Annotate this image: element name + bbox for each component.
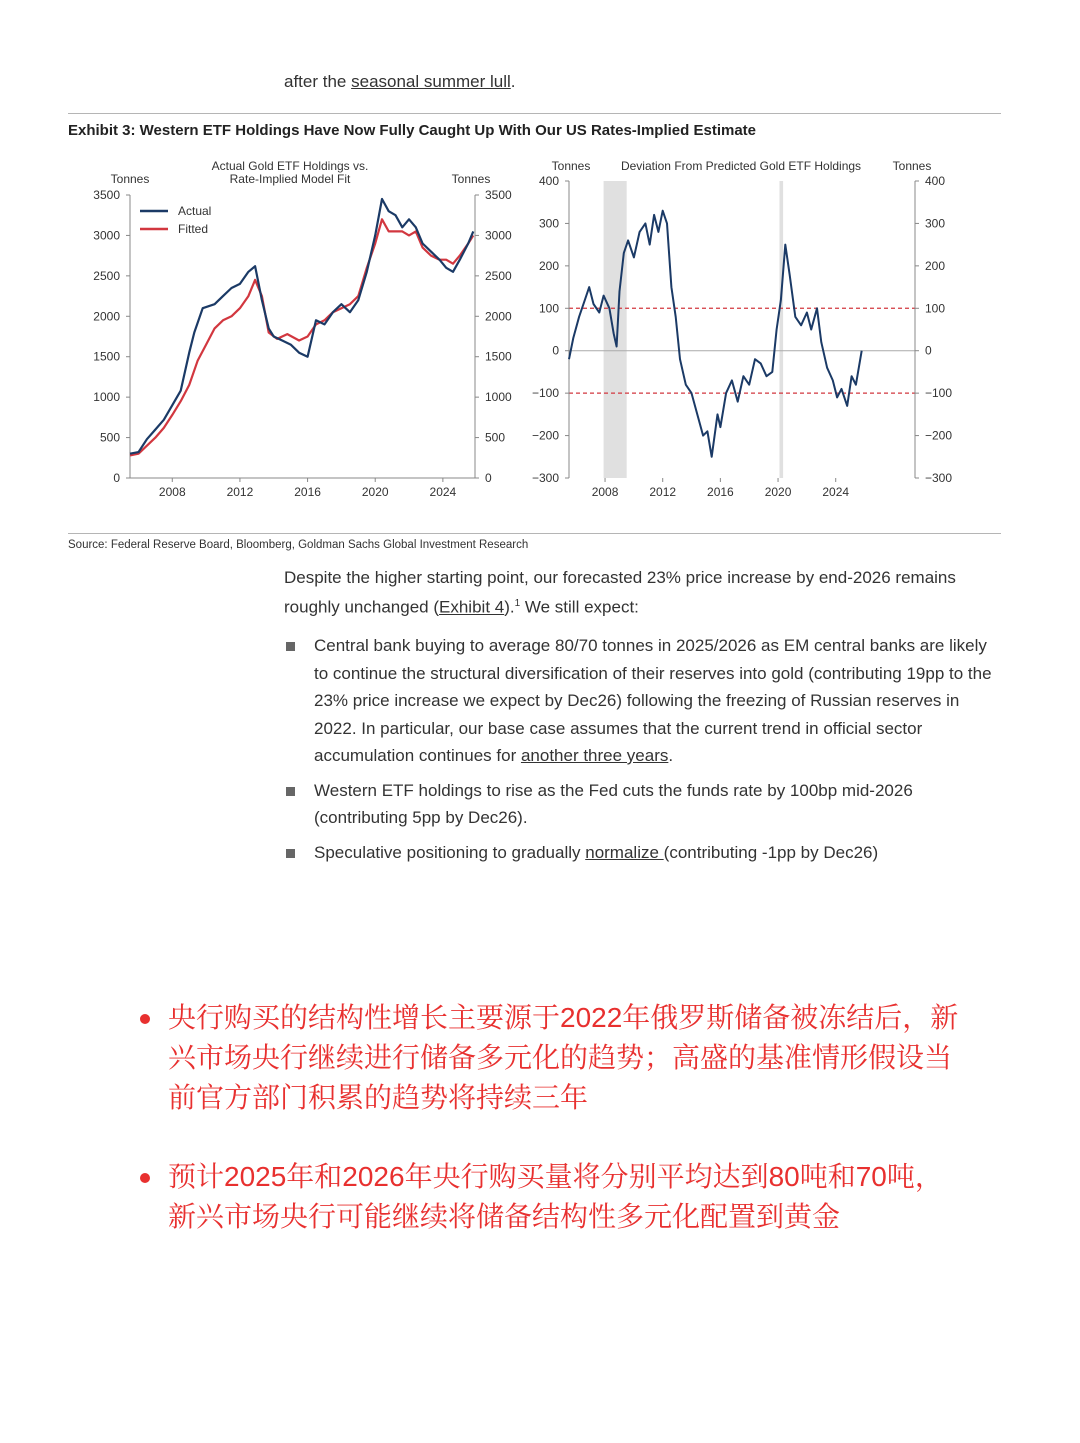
y-tick-label-left: 200 — [538, 258, 559, 273]
y-axis-label-right: Tonnes — [892, 159, 932, 173]
y-tick-label-left: 0 — [113, 471, 120, 485]
bullet-after: (contributing -1pp by Dec26) — [663, 842, 879, 862]
y-tick-label-right: 100 — [925, 301, 946, 316]
y-tick-label-left: 300 — [538, 216, 559, 231]
bullet-after: . — [668, 746, 674, 765]
x-tick-label: 2008 — [591, 485, 619, 499]
bullet-text: Western ETF holdings to rise as the Fed cuts the funds rate by 100bp mid-2026 (contributing 5pp by Dec26). — [314, 780, 913, 827]
normalize-link[interactable]: normalize — [585, 842, 664, 862]
lead-text — [284, 72, 516, 92]
y-tick-label-left: 100 — [538, 301, 559, 316]
y-tick-label-right: −100 — [925, 386, 953, 401]
x-tick-label: 2012 — [226, 485, 254, 499]
x-tick-label: 2008 — [158, 485, 186, 499]
y-tick-label-right: −300 — [925, 471, 953, 485]
y-tick-label-left: 2000 — [93, 309, 120, 324]
note-1-text: 央行购买的结构性增长主要源于2022年俄罗斯储备被冻结后，新兴市场央行继续进行储备多元化的趋势；高盛的基准情形假设当前官方部门积累的趋势将持续三年 — [168, 1002, 959, 1113]
source-note: Source: Federal Reserve Board, Bloomberg, Goldman Sachs Global Investment Research — [68, 539, 529, 551]
bullet-list — [284, 632, 1004, 873]
x-tick-label: 2024 — [429, 485, 457, 499]
y-tick-label-left: −100 — [531, 386, 559, 401]
seasonal-lull-link[interactable]: seasonal summer lull — [351, 72, 511, 91]
note-2 — [140, 1157, 970, 1237]
y-tick-label-right: 1000 — [485, 390, 512, 405]
x-tick-label: 2020 — [764, 485, 792, 499]
lead-prefix: after the — [284, 72, 352, 91]
y-tick-label-right: 200 — [925, 258, 946, 273]
x-tick-label: 2016 — [294, 485, 321, 499]
bullet-text: Speculative positioning to gradually — [314, 842, 586, 862]
exhibit-4-link[interactable]: Exhibit 4 — [439, 597, 505, 617]
y-axis-label-left: Tonnes — [110, 172, 150, 186]
y-axis-label-left: Tonnes — [551, 159, 591, 173]
legend-label-actual: Actual — [178, 204, 212, 218]
x-tick-label: 2024 — [822, 485, 850, 499]
note-1 — [140, 998, 970, 1118]
y-tick-label-left: 2500 — [93, 268, 120, 283]
y-tick-label-left: 1000 — [93, 390, 120, 405]
footnote-ref[interactable]: 1 — [514, 598, 521, 609]
y-tick-label-right: 2500 — [485, 268, 512, 283]
y-tick-label-right: 3000 — [485, 228, 512, 243]
x-tick-label: 2016 — [707, 485, 734, 499]
chart-right-svg — [508, 148, 998, 506]
y-tick-label-left: 1500 — [93, 349, 120, 364]
x-tick-label: 2012 — [649, 485, 677, 499]
y-tick-label-left: 3500 — [93, 188, 120, 202]
y-axis-label-right: Tonnes — [451, 172, 491, 186]
y-tick-label-right: 1500 — [485, 349, 512, 364]
body-paragraph — [284, 565, 984, 621]
y-tick-label-left: −300 — [531, 471, 559, 485]
y-tick-label-right: −200 — [925, 428, 953, 443]
bullet-square-icon — [286, 787, 295, 796]
y-tick-label-right: 400 — [925, 174, 946, 188]
chart-left-title-line2: Rate-Implied Model Fit — [229, 172, 351, 186]
y-tick-label-left: 500 — [99, 430, 120, 445]
lead-suffix: . — [510, 72, 516, 91]
chart-right — [508, 148, 998, 506]
y-tick-label-left: 0 — [552, 343, 559, 358]
bullet-square-icon — [286, 849, 295, 858]
note-2-text: 预计2025年和2026年央行购买量将分别平均达到80吨和70吨，新兴市场央行可能继续将储备结构性多元化配置到黄金 — [168, 1161, 943, 1232]
bullet-text: Central bank buying to average 80/70 tonnes in 2025/2026 as EM central banks are likely to continue the structural diversification of their reserves into gold (contributing 19pp to the 23% price increase we expect by Dec26) following the freezing of Russian reserves in 2022. In particular, our base case assumes that the current trend in official sector accumulation continues for — [314, 636, 992, 765]
bullet-square-icon — [286, 642, 295, 651]
bottom-divider — [68, 533, 1001, 534]
para-after: ). — [504, 597, 515, 617]
red-dot-icon — [140, 1173, 150, 1183]
shaded-period — [604, 181, 627, 478]
bullet-etf — [284, 777, 1004, 832]
y-tick-label-left: 3000 — [93, 228, 120, 243]
chart-left-title-line1: Actual Gold ETF Holdings vs. — [211, 159, 369, 173]
para-text: Despite the higher starting point, our forecasted 23% price increase by end-2026 remains roughly unchanged ( — [284, 568, 956, 617]
chart-left-svg — [68, 148, 512, 506]
x-tick-label: 2020 — [361, 485, 389, 499]
para-tail: We still expect: — [520, 597, 639, 617]
y-tick-label-left: −200 — [531, 428, 559, 443]
y-tick-label-right: 2000 — [485, 309, 512, 324]
bullet-speculative — [284, 839, 1004, 867]
exhibit-title: Exhibit 3: Western ETF Holdings Have Now Fully Caught Up With Our US Rates-Implied Estimate — [68, 122, 757, 139]
chart-left — [68, 148, 512, 506]
legend-label-fitted: Fitted — [178, 222, 209, 236]
y-tick-label-right: 0 — [925, 343, 932, 358]
y-tick-label-right: 3500 — [485, 188, 512, 202]
y-tick-label-left: 400 — [538, 174, 559, 188]
y-tick-label-right: 0 — [485, 471, 492, 485]
series-fitted-line — [130, 219, 473, 455]
y-tick-label-right: 300 — [925, 216, 946, 231]
shaded-period — [779, 181, 783, 478]
y-tick-label-right: 500 — [485, 430, 506, 445]
series-actual-line — [130, 199, 473, 454]
three-years-link[interactable]: another three years — [520, 746, 669, 765]
red-dot-icon — [140, 1014, 150, 1024]
top-divider — [68, 113, 1001, 114]
bullet-central-bank — [284, 632, 1004, 770]
chart-right-title: Deviation From Predicted Gold ETF Holdings — [620, 159, 862, 173]
